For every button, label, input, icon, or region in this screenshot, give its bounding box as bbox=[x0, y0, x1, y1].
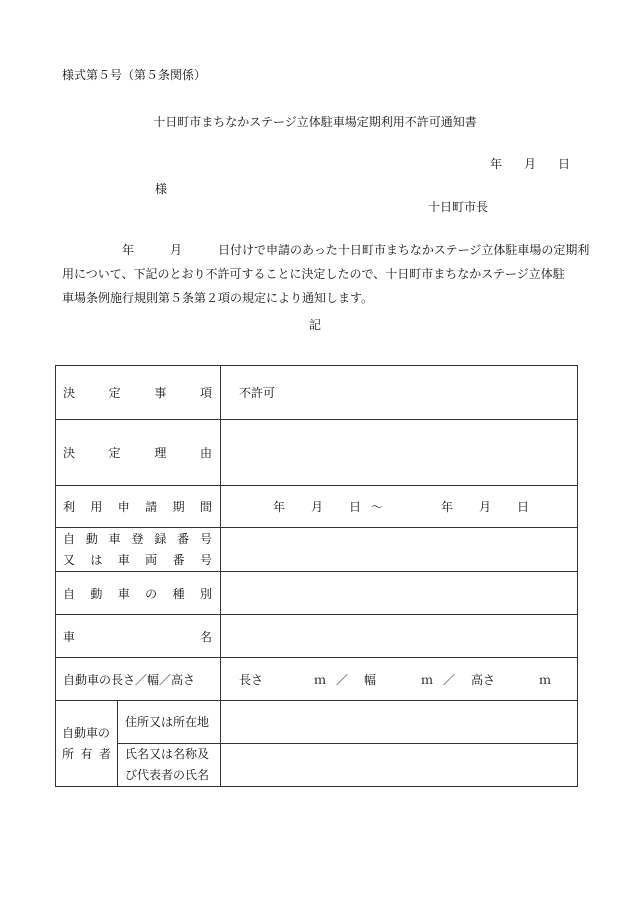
ki-heading: 記 bbox=[308, 318, 321, 332]
owner-address-value bbox=[221, 701, 578, 744]
period-value: 年 月 日 ～ 年 月 日 bbox=[221, 486, 578, 528]
form-number: 様式第５号（第５条関係） bbox=[62, 68, 207, 82]
date-month: 月 bbox=[524, 157, 537, 171]
date-day: 日 bbox=[558, 157, 571, 171]
table-row bbox=[56, 572, 578, 615]
addressee-suffix: 様 bbox=[155, 182, 168, 196]
table-row bbox=[56, 366, 578, 420]
table-row bbox=[56, 528, 578, 572]
dimensions-value: 長さ ｍ ／ 幅 ｍ ／ 高さ ｍ bbox=[221, 658, 578, 701]
owner-name-label: 氏名又は名称及 び代表者の氏名 bbox=[118, 744, 221, 787]
notice-body bbox=[62, 238, 590, 310]
document-title: 十日町市まちなかステージ立体駐車場定期利用不許可通知書 bbox=[153, 115, 477, 129]
vehicle-type-label: 自 動 車 の 種 別 bbox=[56, 572, 221, 615]
vehicle-name-label: 車 名 bbox=[56, 615, 221, 658]
date-year: 年 bbox=[490, 157, 503, 171]
vehicle-type-value bbox=[221, 572, 578, 615]
table-row bbox=[56, 744, 578, 787]
table-row bbox=[56, 701, 578, 744]
decision-value: 不許可 bbox=[221, 366, 578, 420]
table-row bbox=[56, 658, 578, 701]
period-label: 利 用 申 請 期 間 bbox=[56, 486, 221, 528]
details-table bbox=[55, 365, 578, 787]
body-line: 年 月 日付けで申請のあった十日町市まちなかステージ立体駐車場の定期利 bbox=[62, 243, 590, 257]
registration-value bbox=[221, 528, 578, 572]
reason-label: 決 定 理 由 bbox=[56, 420, 221, 486]
table-row bbox=[56, 420, 578, 486]
table-row bbox=[56, 486, 578, 528]
registration-label: 自 動 車 登 録 番 号 又 は 車 両 番 号 bbox=[56, 528, 221, 572]
dimensions-label: 自動車の長さ／幅／高さ bbox=[56, 658, 221, 701]
owner-name-value bbox=[221, 744, 578, 787]
owner-label: 自動車の 所 有 者 bbox=[56, 701, 118, 787]
body-line: 用について、下記のとおり不許可することに決定したので、十日町市まちなかステージ立体駐 bbox=[62, 267, 565, 281]
vehicle-name-value bbox=[221, 615, 578, 658]
owner-address-label: 住所又は所在地 bbox=[118, 701, 221, 744]
table-row bbox=[56, 615, 578, 658]
decision-label: 決 定 事 項 bbox=[56, 366, 221, 420]
body-line: 車場条例施行規則第５条第２項の規定により通知します。 bbox=[62, 291, 374, 305]
issue-date bbox=[490, 155, 570, 172]
issuer: 十日町市長 bbox=[428, 200, 489, 214]
reason-value bbox=[221, 420, 578, 486]
